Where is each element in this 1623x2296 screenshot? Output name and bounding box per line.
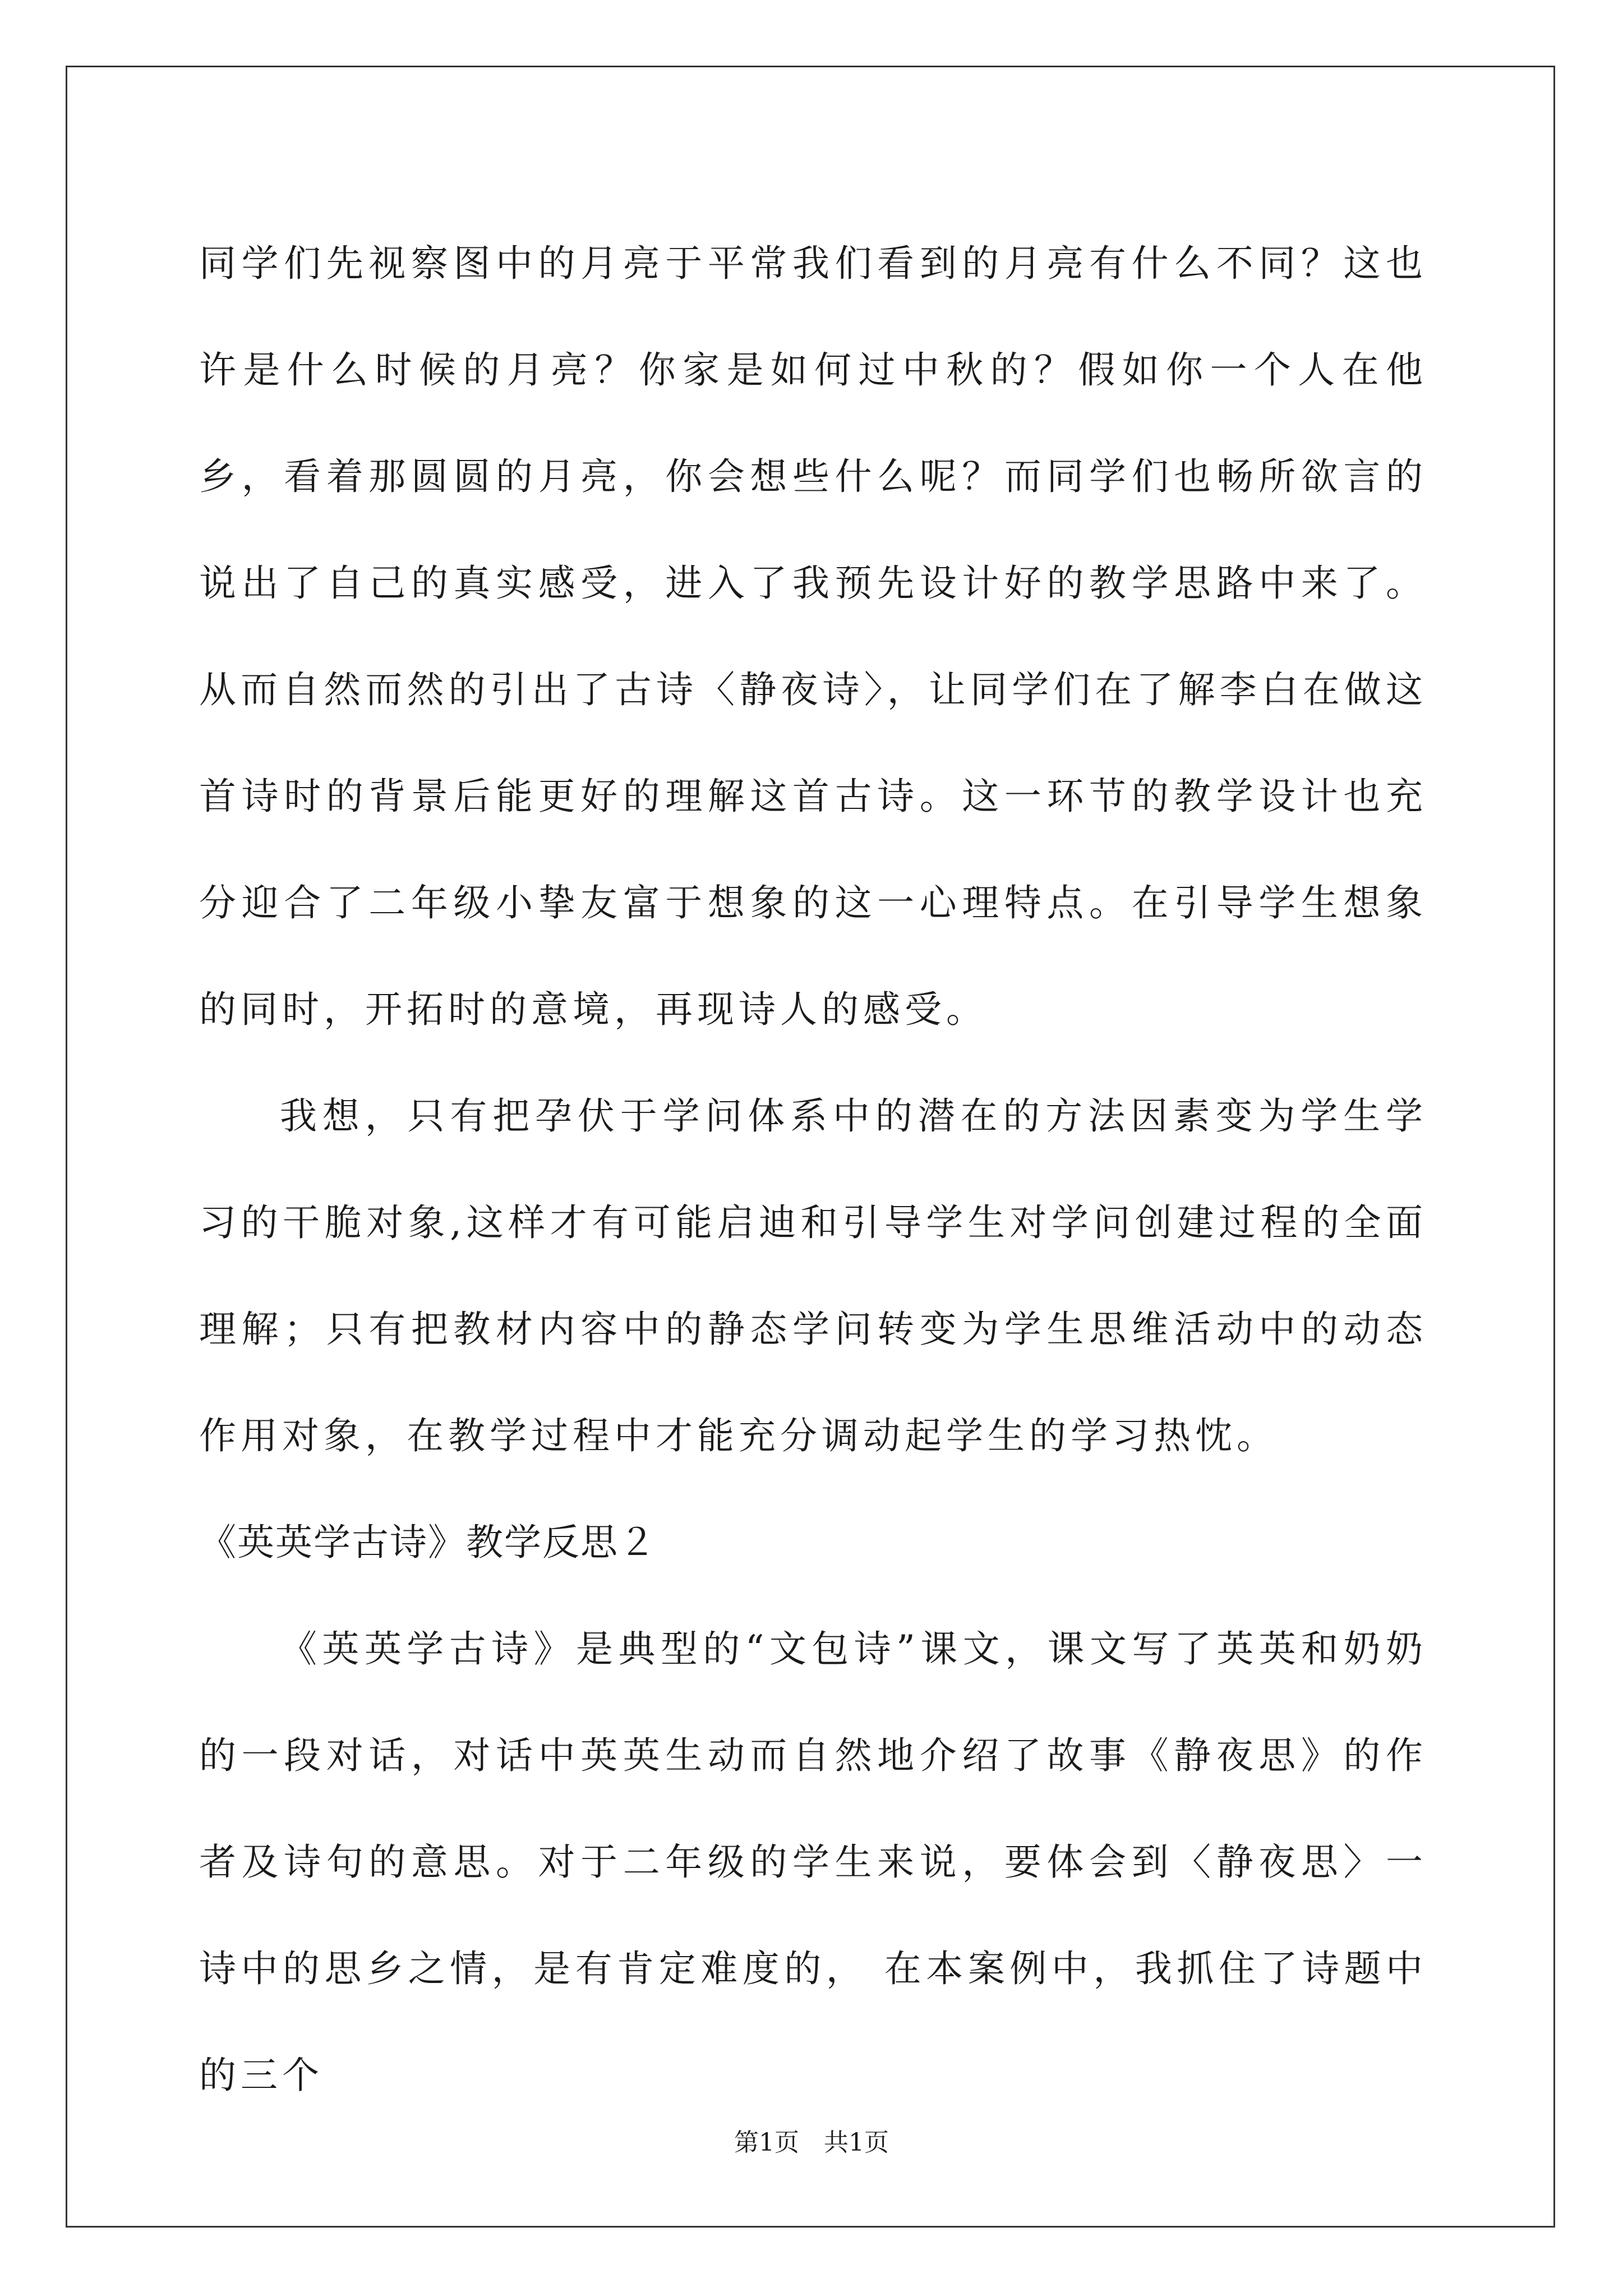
paragraph-section-body: 《英英学古诗》是典型的“文包诗”课文，课文写了英英和奶奶的一段对话，对话中英英生动而自然地介绍了故事《静夜思》的作者及诗句的意思。对于二年级的学生来说，要体会到〈静夜思〉一诗中的思乡之情，是有肯定难度的， 在本案例中，我抓住了诗题中的三个 <box>199 1627 1427 2097</box>
document-body <box>199 210 1427 2129</box>
page-total: 共1页 <box>824 2128 889 2157</box>
section-heading: 《英英学古诗》教学反思２ <box>199 1521 657 1564</box>
page-footer <box>0 2126 1623 2160</box>
page-number: 第1页 <box>734 2128 799 2157</box>
paragraph-moon-intro: 同学们先视察图中的月亮于平常我们看到的月亮有什么不同？这也许是什么时候的月亮？你家是如何过中秋的？假如你一个人在他乡，看着那圆圆的月亮，你会想些什么呢？而同学们也畅所欲言的说出了自己的真实感受，进入了我预先设计好的教学思路中来了。从而自然而然的引出了古诗〈静夜诗〉，让同学们在了解李白在做这首诗时的背景后能更好的理解这首古诗。这一环节的教学设计也充分迎合了二年级小挚友富于想象的这一心理特点。在引导学生想象的同时，开拓时的意境，再现诗人的感受。 <box>199 242 1427 1031</box>
paragraph-method-reflection: 我想，只有把孕伏于学问体系中的潜在的方法因素变为学生学习的干脆对象,这样才有可能启迪和引导学生对学问创建过程的全面理解；只有把教材内容中的静态学问转变为学生思维活动中的动态作用对象，在教学过程中才能充分调动起学生的学习热忱。 <box>199 1094 1427 1457</box>
